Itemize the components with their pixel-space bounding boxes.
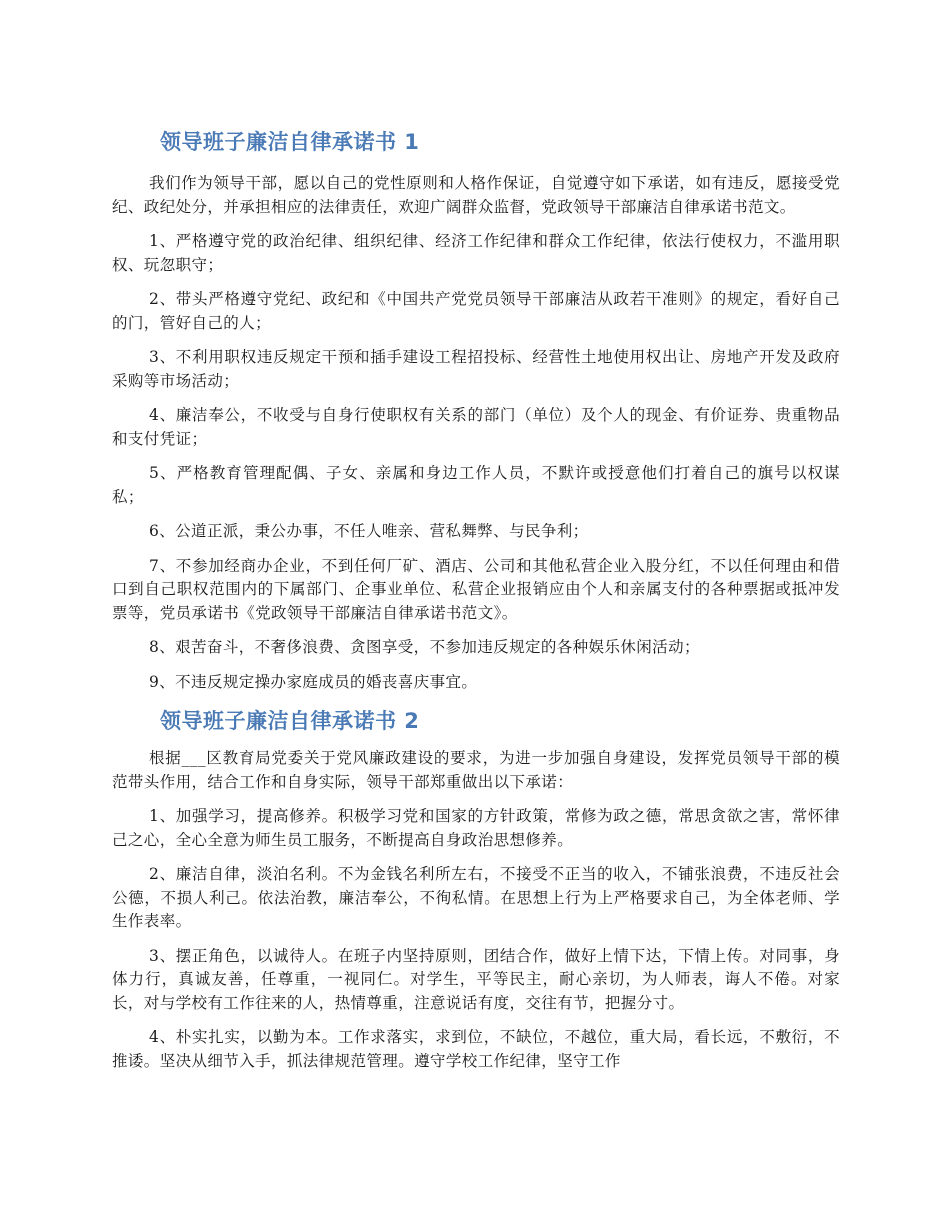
section2-intro: 根据___区教育局党委关于党风廉政建设的要求，为进一步加强自身建设，发挥党员领导干部的模范带头作用，结合工作和自身实际，领导干部郑重做出以下承诺： <box>112 749 840 791</box>
section2-item: 3、摆正角色，以诚待人。在班子内坚持原则，团结合作，做好上情下达，下情上传。对同事，身体力行，真诚友善，任尊重，一视同仁。对学生，平等民主，耐心亲切，为人师表，诲人不倦。对家长，对与学校有工作往来的人，热情尊重，注意说话有度，交往有节，把握分寸。 <box>112 946 840 1012</box>
section1-item: 3、不利用职权违反规定干预和插手建设工程招投标、经营性土地使用权出让、房地产开发及政府采购等市场活动； <box>112 348 840 390</box>
section1-item: 8、艰苦奋斗，不奢侈浪费、贪图享受，不参加违反规定的各种娱乐休闲活动； <box>149 638 700 656</box>
section1-item: 4、廉洁奉公，不收受与自身行使职权有关系的部门（单位）及个人的现金、有价证券、贵重物品和支付凭证； <box>112 406 840 448</box>
section2-item: 1、加强学习，提高修养。积极学习党和国家的方针政策，常修为政之德，常思贪欲之害，常怀律己之心，全心全意为师生员工服务，不断提高自身政治思想修养。 <box>112 807 840 849</box>
section1-item: 5、严格教育管理配偶、子女、亲属和身边工作人员，不默许或授意他们打着自己的旗号以权谋私； <box>112 464 840 506</box>
section2-item: 4、朴实扎实，以勤为本。工作求落实，求到位，不缺位，不越位，重大局，看长远，不敷衍，不推诿。坚决从细节入手，抓法律规范管理。遵守学校工作纪律，坚守工作 <box>112 1028 840 1070</box>
document-page <box>112 126 840 1084</box>
section2-item: 2、廉洁自律，淡泊名利。不为金钱名利所左右，不接受不正当的收入，不铺张浪费，不违反社会公德，不损人利己。依法治教，廉洁奉公，不徇私情。在思想上行为上严格要求自己，为全体老师、学生作表率。 <box>112 865 840 930</box>
section1-item: 2、带头严格遵守党纪、政纪和《中国共产党党员领导干部廉洁从政若干准则》的规定，看好自己的门，管好自己的人； <box>112 290 840 332</box>
section1-title: 领导班子廉洁自律承诺书 1 <box>160 130 420 154</box>
section1-intro: 我们作为领导干部，愿以自己的党性原则和人格作保证，自觉遵守如下承诺，如有违反，愿接受党纪、政纪处分，并承担相应的法律责任，欢迎广阔群众监督，党政领导干部廉洁自律承诺书范文。 <box>112 174 840 216</box>
section1-item: 7、不参加经商办企业，不到任何厂矿、酒店、公司和其他私营企业入股分红，不以任何理由和借口到自己职权范围内的下属部门、企事业单位、私营企业报销应由个人和亲属支付的各种票据或抵冲发票等，党员承诺书《党政领导干部廉洁自律承诺书范文》。 <box>112 556 840 622</box>
section1-item: 9、不违反规定操办家庭成员的婚丧喜庆事宜。 <box>149 672 478 691</box>
section1-item: 6、公道正派，秉公办事，不任人唯亲、营私舞弊、与民争利； <box>149 522 589 540</box>
section2-title: 领导班子廉洁自律承诺书 2 <box>160 709 420 733</box>
section1-item: 1、严格遵守党的政治纪律、组织纪律、经济工作纪律和群众工作纪律，依法行使权力，不滥用职权、玩忽职守； <box>112 232 840 274</box>
